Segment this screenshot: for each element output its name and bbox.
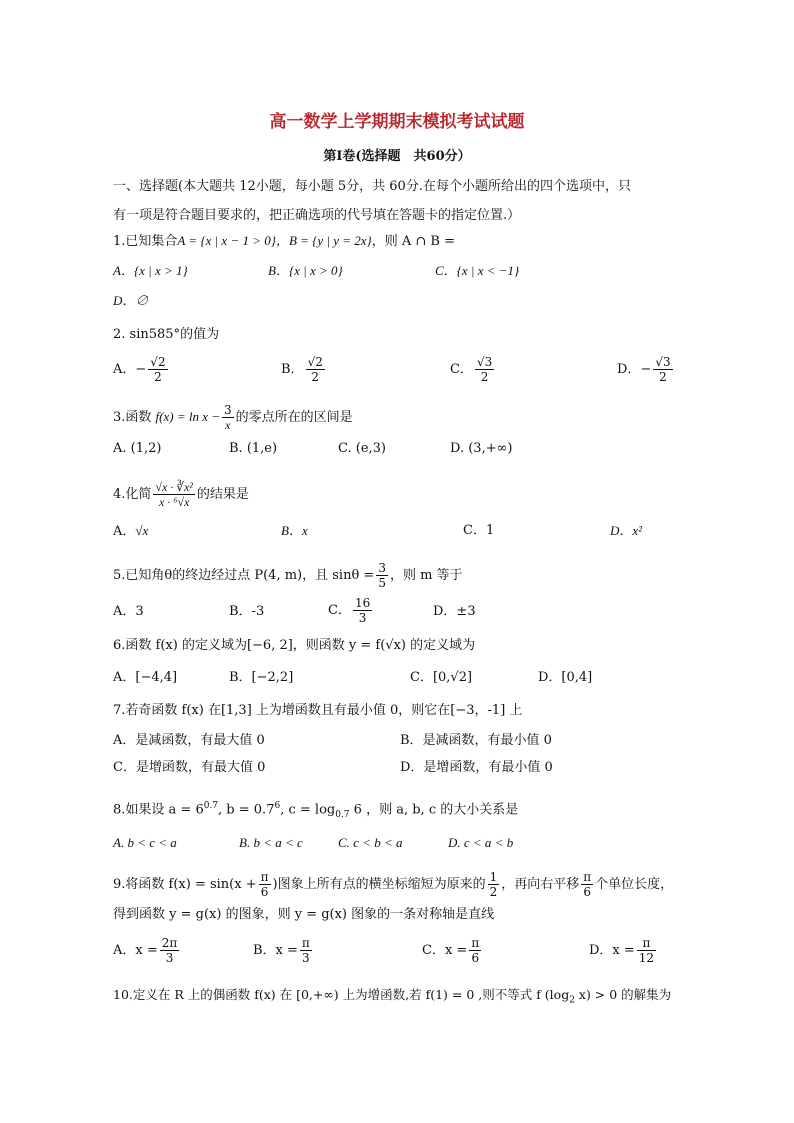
q6-option-c[interactable]: C．[0,√2] <box>410 670 473 685</box>
q6-option-b[interactable]: B．[−2,2] <box>229 670 294 685</box>
q7-stem: 7.若奇函数 f(x) 在[1,3] 上为增函数且有最小值 0，则它在[−3，-1] 上 <box>113 703 523 718</box>
q7-option-d[interactable]: D．是增函数，有最小值 0 <box>400 760 553 775</box>
q1-stem: 1.已知集合A = {x | x − 1 > 0}，B = {y | y = 2x}，则 A ∩ B = <box>113 233 455 249</box>
q9-stem-line-2: 得到函数 y = g(x) 的图象，则 y = g(x) 图象的一条对称轴是直线 <box>113 907 495 922</box>
q2-option-c[interactable]: C． $\frac{√3}{2}$ <box>450 355 493 384</box>
intro-line-1: 一、选择题(本大题共 12小题，每小题 5分，共 60分.在每个小题所给出的四个选项中，只 <box>113 179 631 194</box>
q5-option-b[interactable]: B．-3 <box>229 604 265 619</box>
q1-option-b[interactable]: B．{x | x > 0} <box>268 263 343 278</box>
intro-line-2: 有一项是符合题目要求的，把正确选项的代号填在答题卡的指定位置.） <box>113 208 521 223</box>
q4-stem: 4.化简 $\frac{\text{√x · ∛x²}}{\text{x · ⁶√x}}$ 的结果是 <box>113 480 249 509</box>
q9-stem-line-1: 9.将函数 f(x) = sin(x + $\frac{\pi}{6}$ )图象上所有点的横坐标缩短为原来的 $\frac{1}{2}$ ，再向右平移 $\frac{\pi}{6}$ 个单位长度， <box>113 870 674 899</box>
q2-stem: 2. sin585°的值为 <box>113 327 220 342</box>
q2-option-a[interactable]: A．− $\frac{√2}{2}$ <box>113 355 166 384</box>
q7-option-b[interactable]: B．是减函数，有最小值 0 <box>400 733 552 748</box>
q4-option-a[interactable]: A．√x <box>113 523 149 539</box>
q4-option-b[interactable]: B．x <box>281 523 308 538</box>
q9-option-d[interactable]: D．x = $\frac{\pi}{12}$ <box>589 936 655 965</box>
q10-stem: 10.定义在 R 上的偶函数 f(x) 在 [0,+∞) 上为增函数,若 f(1) = 0 ,则不等式 f ($\log_2$ x) > 0 的解集为 <box>113 987 672 1006</box>
q3-option-d[interactable]: D. (3,+∞) <box>450 441 513 456</box>
page-title: 高一数学上学期期末模拟考试试题 <box>269 112 525 132</box>
q1-option-d[interactable]: D．∅ <box>113 293 149 308</box>
q5-stem: 5.已知角θ的终边经过点 P(4, m)，且 sinθ = $\frac{3}{5}$ ，则 m 等于 <box>113 561 463 590</box>
q8-stem: 8.如果设 $a = 6^{0.7}$, $b = 0.7^6$, $c = \log_{0.7} 6$ ，则 a, b, c 的大小关系是 <box>113 801 519 820</box>
q7-option-a[interactable]: A．是减函数，有最大值 0 <box>113 733 265 748</box>
q2-option-d[interactable]: D．− $\frac{√3}{2}$ <box>617 355 671 384</box>
q5-option-a[interactable]: A．3 <box>113 604 144 619</box>
q5-option-d[interactable]: D．±3 <box>433 604 476 619</box>
q3-option-c[interactable]: C. (e,3) <box>338 441 386 456</box>
q9-option-a[interactable]: A．x = $\frac{2\pi}{3}$ <box>113 936 178 965</box>
q8-option-d[interactable]: D. c < a < b <box>448 835 514 850</box>
q1-option-a[interactable]: A．{x | x > 1} <box>113 263 188 278</box>
q6-option-a[interactable]: A．[−4,4] <box>113 670 178 685</box>
q3-option-b[interactable]: B. (1,e) <box>229 441 278 456</box>
section-subtitle: 第Ⅰ卷(选择题 共60分） <box>323 149 471 164</box>
q8-option-a[interactable]: A. b < c < a <box>113 835 177 850</box>
q2-option-b[interactable]: B． $\frac{√2}{2}$ <box>281 355 323 384</box>
q4-option-c[interactable]: C．1 <box>463 523 495 538</box>
q6-option-d[interactable]: D．[0,4] <box>538 670 593 685</box>
q6-stem: 6.函数 f(x) 的定义域为[−6, 2]，则函数 y = f(√x) 的定义域为 <box>113 638 476 653</box>
q1-option-c[interactable]: C．{x | x < −1} <box>435 263 520 278</box>
q8-option-b[interactable]: B. b < a < c <box>239 835 303 850</box>
q9-option-c[interactable]: C．x = $\frac{\pi}{6}$ <box>422 936 480 965</box>
q3-option-a[interactable]: A. (1,2) <box>113 441 162 456</box>
q3-stem: 3.函数 f(x) = ln x − $\frac{3}{x}$ 的零点所在的区间是 <box>113 403 353 432</box>
q7-option-c[interactable]: C．是增函数，有最大值 0 <box>113 760 266 775</box>
q5-option-c[interactable]: C． $\frac{16}{3}$ <box>328 596 371 625</box>
q8-option-c[interactable]: C. c < b < a <box>338 835 403 850</box>
q4-option-d[interactable]: D．x² <box>610 523 643 538</box>
q9-option-b[interactable]: B．x = $\frac{\pi}{3}$ <box>253 936 310 965</box>
